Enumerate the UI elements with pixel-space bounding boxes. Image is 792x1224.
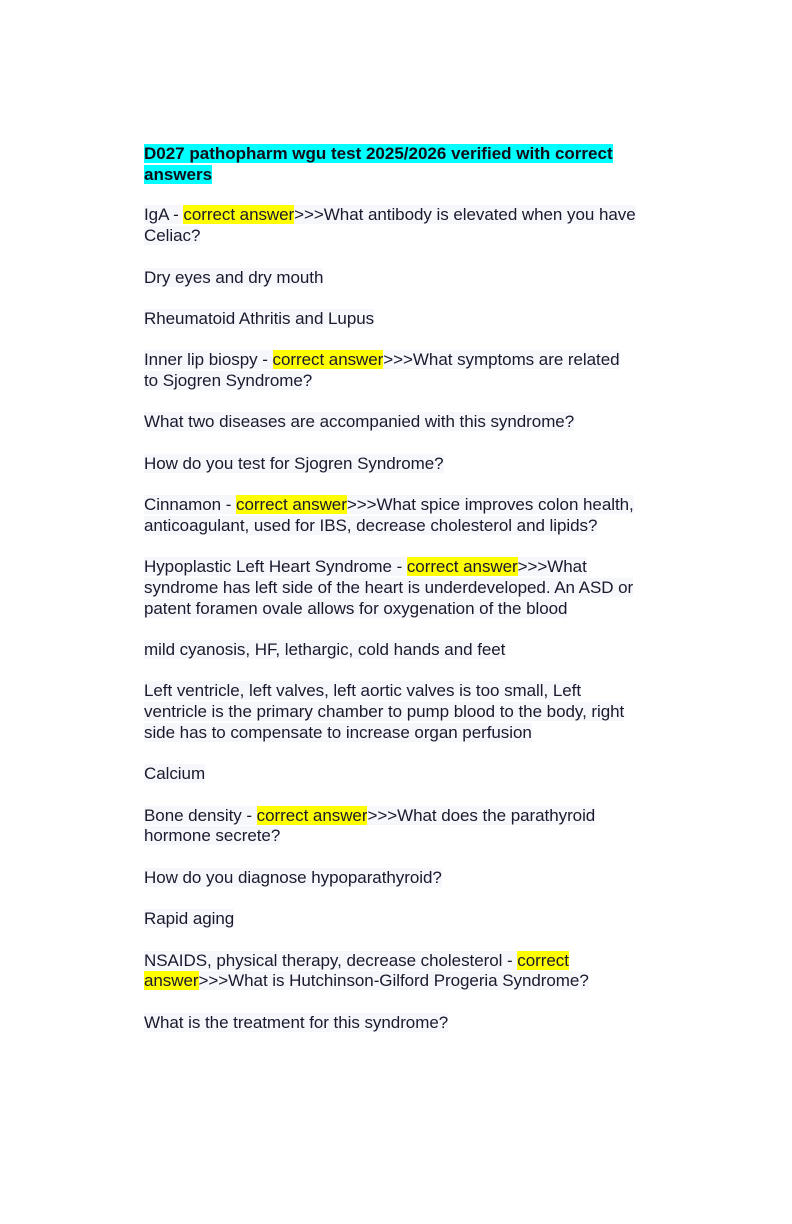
entry-text: NSAIDS, physical therapy, decrease cholesterol - — [144, 950, 518, 970]
qa-entry — [144, 764, 636, 785]
entry-text: Rheumatoid Athritis and Lupus — [144, 308, 375, 328]
entry-text: Calcium — [144, 764, 206, 784]
answer-highlight: correct answer — [406, 557, 518, 577]
entry-text: What is the treatment for this syndrome? — [144, 1012, 449, 1032]
entry-text: Left ventricle, left valves, left aortic valves is too small, Left ventricle is the primary chamber to pump blood to the body, right side has to compensate to increase organ perfusion — [144, 681, 625, 742]
qa-entry — [144, 868, 636, 889]
qa-entry — [144, 309, 636, 330]
qa-entry — [144, 681, 636, 743]
answer-highlight: correct answer — [256, 805, 368, 825]
entry-question: >>>What spice improves colon health, anticoagulant, used for IBS, decrease cholesterol and lipids? — [144, 495, 634, 535]
qa-entry — [144, 205, 636, 246]
qa-entry — [144, 454, 636, 475]
document-title-text: D027 pathopharm wgu test 2025/2026 verified with correct answers — [144, 144, 613, 184]
document-title — [144, 144, 636, 185]
entry-text: What two diseases are accompanied with this syndrome? — [144, 412, 575, 432]
qa-entry — [144, 412, 636, 433]
answer-highlight: correct answer — [144, 950, 569, 991]
entry-text: Inner lip biospy - — [144, 350, 273, 370]
qa-entry — [144, 495, 636, 536]
answer-highlight: correct answer — [183, 205, 295, 225]
qa-entry — [144, 951, 636, 992]
entry-text: Dry eyes and dry mouth — [144, 267, 324, 287]
entry-text: IgA - — [144, 205, 184, 225]
entry-question: >>>What symptoms are related to Sjogren Syndrome? — [144, 350, 620, 390]
entry-question: >>>What does the parathyroid hormone secrete? — [144, 805, 596, 846]
entry-text: How do you diagnose hypoparathyroid? — [144, 867, 442, 887]
document-page — [144, 144, 636, 1054]
entry-text: Rapid aging — [144, 909, 235, 929]
qa-entry — [144, 268, 636, 289]
entry-question: >>>What is Hutchinson-Gilford Progeria Syndrome? — [198, 971, 589, 991]
qa-entry — [144, 557, 636, 619]
entry-text: Bone density - — [144, 805, 257, 825]
entry-text: Hypoplastic Left Heart Syndrome - — [144, 557, 407, 577]
entry-text: Cinnamon - — [144, 495, 237, 515]
entry-question: >>>What syndrome has left side of the heart is underdeveloped. An ASD or patent foramen ovale allows for oxygenation of the blood — [144, 557, 634, 618]
qa-entry — [144, 1013, 636, 1034]
qa-entry — [144, 909, 636, 930]
entry-text: How do you test for Sjogren Syndrome? — [144, 453, 444, 473]
qa-entry — [144, 806, 636, 847]
answer-highlight: correct answer — [236, 495, 347, 515]
qa-entry — [144, 350, 636, 391]
entry-text: mild cyanosis, HF, lethargic, cold hands and feet — [144, 640, 506, 660]
answer-highlight: correct answer — [272, 350, 384, 370]
qa-entry — [144, 640, 636, 661]
entry-question: >>>What antibody is elevated when you have Celiac? — [144, 205, 636, 246]
